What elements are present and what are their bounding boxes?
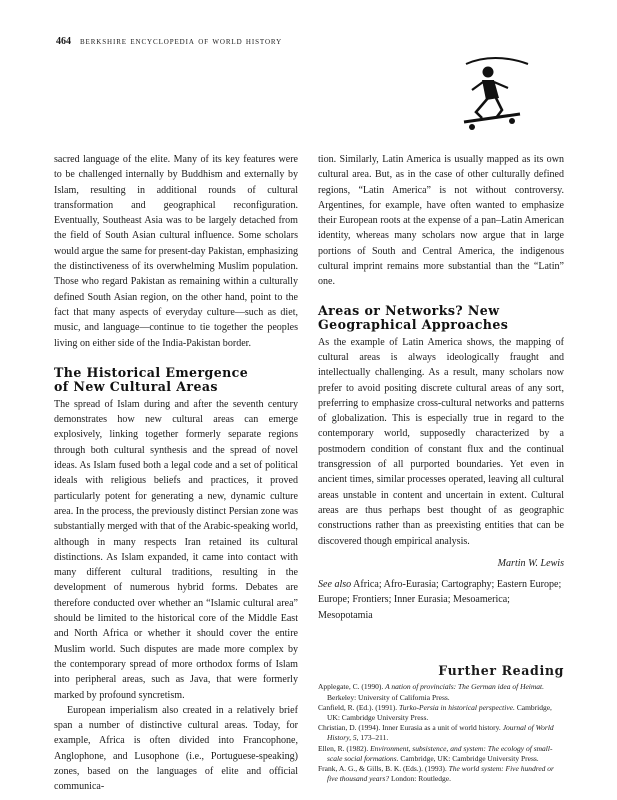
left-paragraph-3: European imperialism also created in a relatively brief span a number of distinctive cultural areas. Today, for example, Africa is often divided into Francophone, Anglophone, and Lusophone (i.e., Portuguese-speaking) zones, based on the languages of elite and official communica-: [54, 704, 298, 793]
reference-list: [318, 682, 564, 784]
section-heading-areas-networks: [318, 304, 564, 333]
section-heading-historical-emergence: [54, 366, 298, 395]
further-reading-heading: Further Reading: [438, 663, 564, 679]
reference-item: Canfield, R. (Ed.). (1991). Turko-Persia in historical perspective. Cambridge, UK: Cambridge University Press.: [318, 702, 552, 722]
right-paragraph-1: tion. Similarly, Latin America is usually mapped as its own cultural area. But, as in the case of other culturally defined regions, “Latin America” is not without controversy. Argentines, for example, have often wanted to emphasize their European roots at the expense of a pan–Latin American identity, whereas many scholars now argue that in large portions of South and Central America, the indigenous cultural imprint remains more substantial than the “Latin” one.: [318, 154, 564, 288]
see-also-links: Africa; Afro-Eurasia; Cartography; Eastern Europe; Europe; Frontiers; Inner Eurasia; Mesoamerica; Mesopotamia: [318, 579, 562, 621]
running-head: [56, 36, 282, 47]
heading-line: Areas or Networks? New: [318, 302, 500, 318]
reference-item: Ellen, R. (1982). Environment, subsistence, and system: The ecology of small-scale social formations. Cambridge, UK: Cambridge University Press.: [318, 743, 553, 763]
heading-line: The Historical Emergence: [54, 364, 249, 380]
reference-item: Frank, A. G., & Gills, B. K. (Eds.). (1993). The world system: Five hundred or five thousand years? London: Routledge.: [318, 763, 554, 784]
page-number: 464: [56, 36, 71, 47]
author-signature: Martin W. Lewis: [497, 557, 564, 569]
skateboarder-figure-icon: [436, 52, 536, 134]
right-column: [318, 152, 564, 784]
publication-title: berkshire encyclopedia of world history: [79, 36, 283, 47]
heading-line: Geographical Approaches: [318, 317, 509, 333]
see-also: [318, 577, 564, 623]
right-paragraph-2: As the example of Latin America shows, the mapping of cultural areas is always ideologically fraught and intellectually challenging. As a result, many scholars now prefer to avoid positing discrete cultural areas of any sort, preferring to emphasize cross-cultural networks and patterns of globalization. This is especially true in regard to the contemporary world, supposedly characterized by a postmodern condition of constant flux and the continual transgression of all purported boundaries. Yet even in ancient times, similar processes operated, leaving all cultural areas unstable in content and uncertain in extent. Cultural areas are thus perhaps best thought of as geographic constructions rather than as preexisting entities that can be discovered though empirical analysis.: [318, 336, 564, 547]
left-column: [54, 152, 298, 795]
left-paragraph-1: sacred language of the elite. Many of its key features were to be challenged internally by Buddhism and externally by Islam, resulting in additional rounds of cultural transformation and geographical reconfiguration. Eventually, Southeast Asia was to be largely detached from the field of South Asian cultural influence. Some scholars would argue the same for present-day Pakistan, emphasizing the distinctiveness of its overwhelming Muslim population. Those who regard Pakistan as remaining within a culturally defined South Asian region, on the other hand, point to the fact that many aspects of everyday culture—such as diet, music, and language—continue to tie together the peoples living on either side of the India-Pakistan border.: [54, 154, 298, 349]
left-paragraph-2: The spread of Islam during and after the seventh century demonstrates how new cultural areas can emerge explosively, linking together formerly separate regions through both cultural synthesis and the spread of novel ideas. As Islam fused both a legal code and a set of political ideals with religious beliefs and practices, it proved particularly potent for generating a new, dynamic culture area. In the process, the previously distinct Persian zone was substantially merged with that of the Arabic-speaking world, although in many respects Iran retained its cultural distinctions. As Islam expanded, it came into contact with many different cultural traditions, resulting in the development of numerous hybrid forms. Debates are therefore conducted over whether an “Islamic cultural area” should be limited to the historical core of the Middle East and North Africa or whether it should cover the entire Muslim world. Such disputes are made more complex by the contemporary spread of more orthodox forms of Islam into peripheral areas, such as Java, that were formerly marked by profound syncretism.: [54, 398, 298, 701]
reference-item: Applegate, C. (1990). A nation of provincials: The German idea of Heimat. Berkeley: University of California Press.: [318, 682, 545, 702]
see-also-label: See also: [318, 579, 352, 591]
reference-item: Christian, D. (1994). Inner Eurasia as a unit of world history. Journal of World History, 5, 173–211.: [318, 723, 554, 743]
heading-line: of New Cultural Areas: [54, 379, 218, 395]
